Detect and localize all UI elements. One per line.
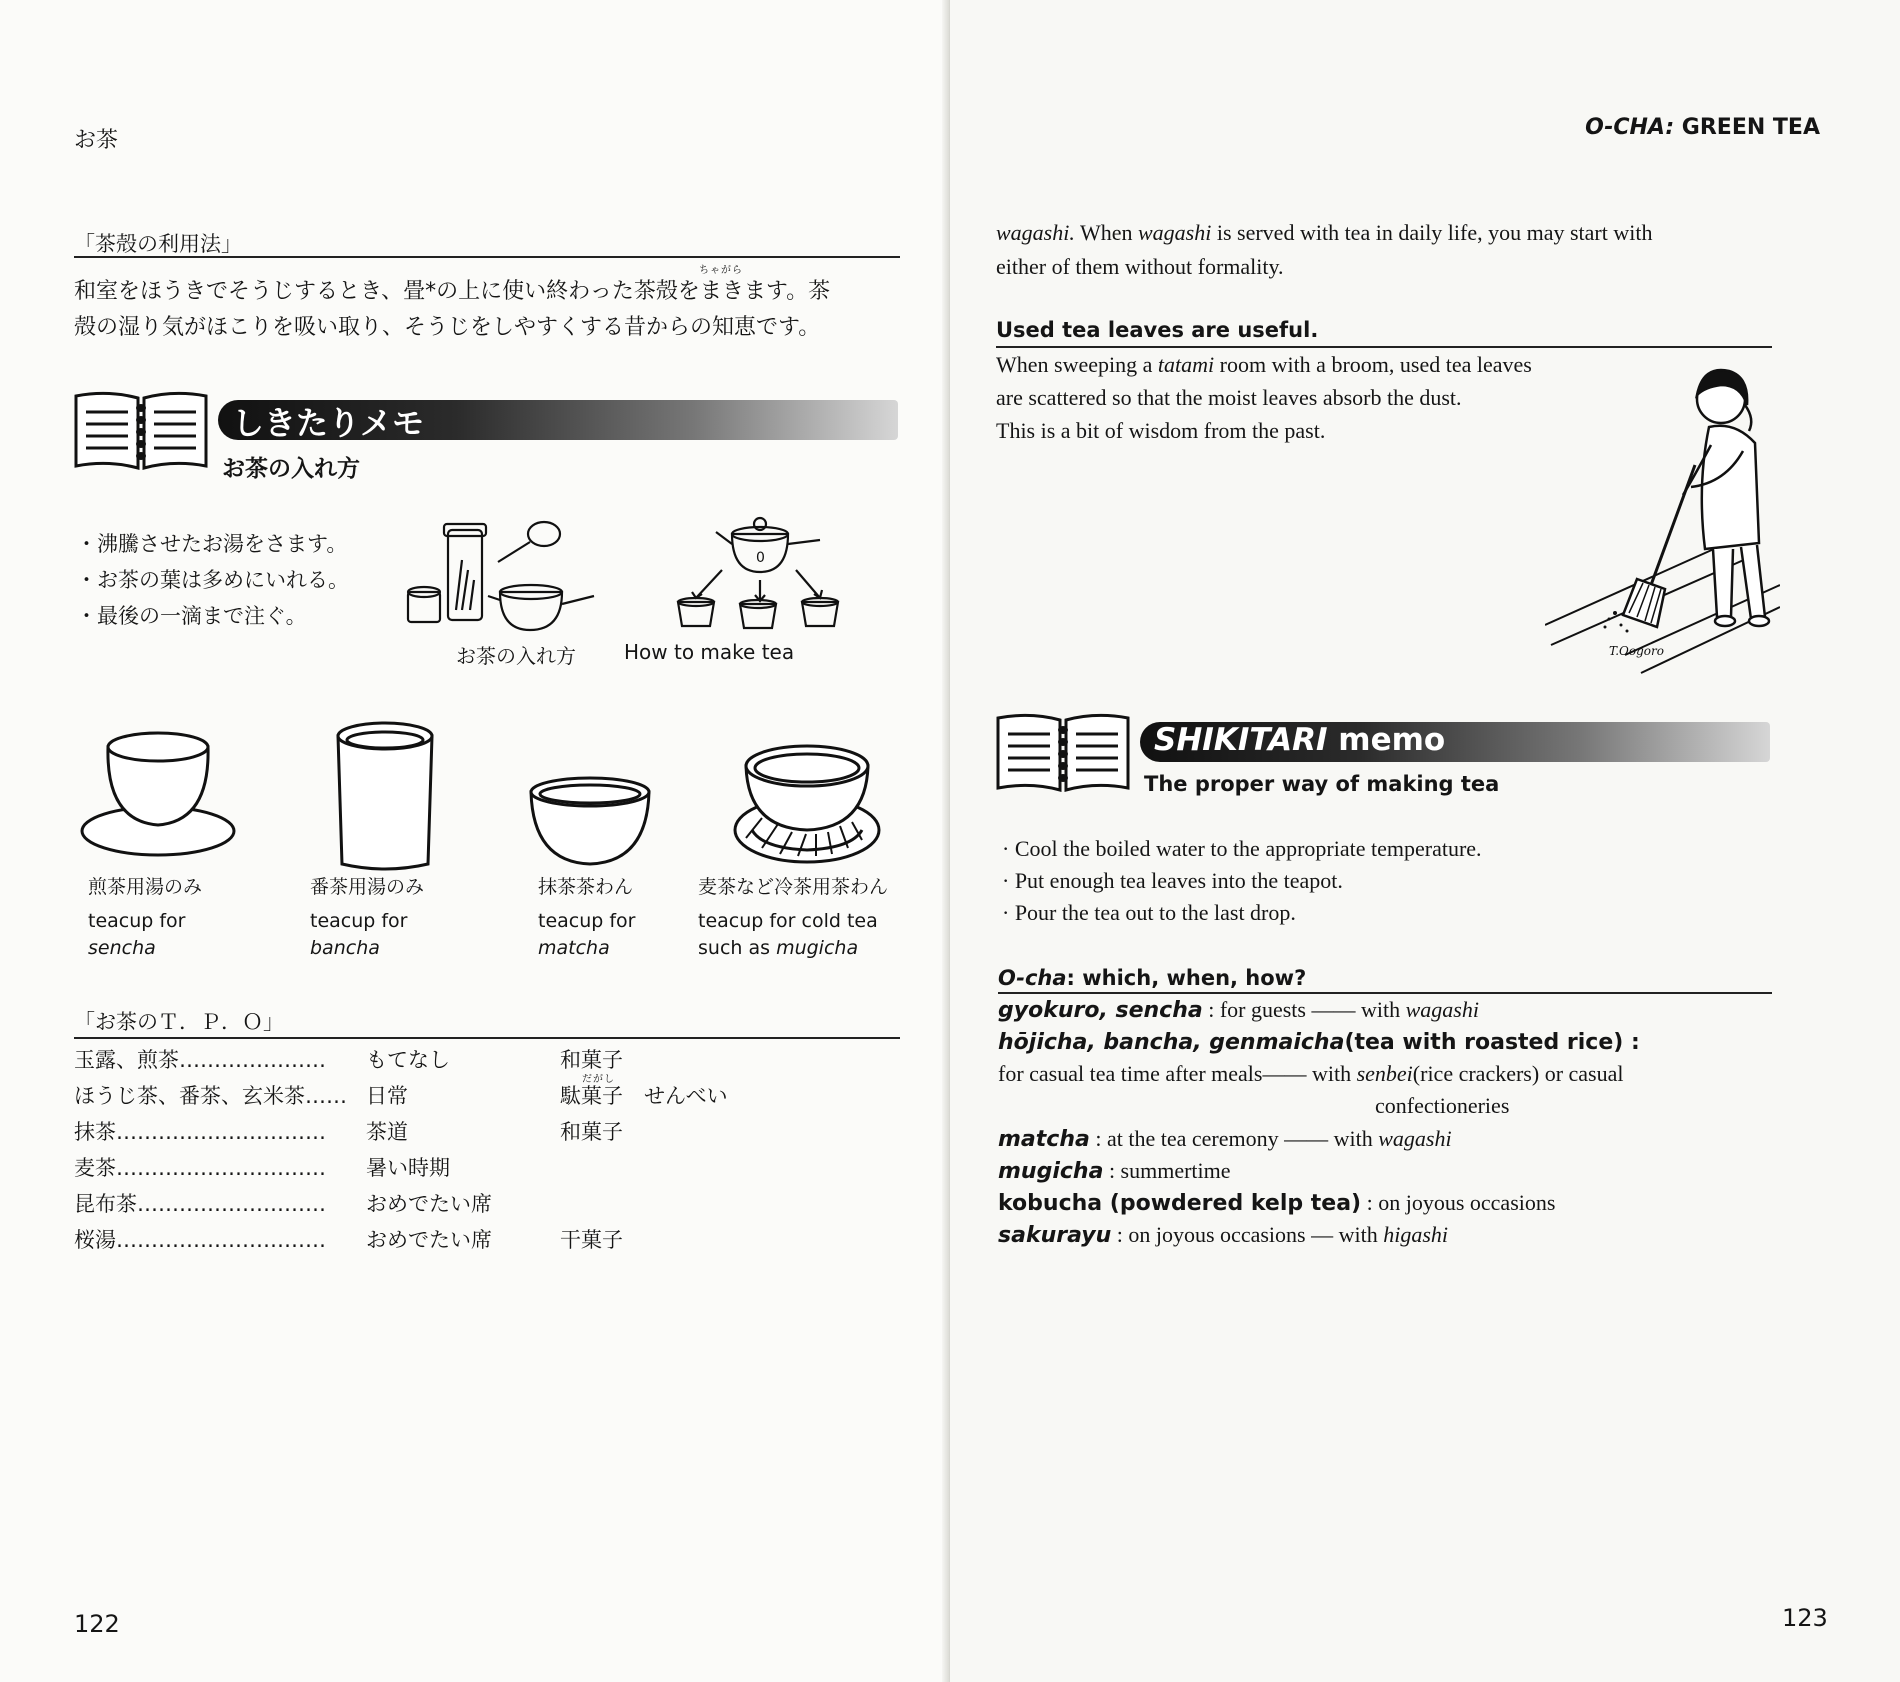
reuse-heading: 「茶殻の利用法」: [74, 232, 242, 256]
usage-text: : for guests ―― with: [1202, 997, 1406, 1022]
tea-note: (tea with roasted rice) :: [1344, 1030, 1640, 1055]
tea-making-illustration: [400, 500, 840, 635]
bullet-3: ・最後の一滴まで注ぐ。: [76, 604, 307, 628]
tpo-occasion: 茶道: [366, 1120, 408, 1144]
tea-name: matcha: [998, 1127, 1090, 1152]
banner-title-left: しきたりメモ: [232, 404, 425, 442]
tpo-heading-rule: [74, 1037, 900, 1039]
reuse-line-2: 殻の湿り気がほこりを吸い取り、そうじをしやすくする昔からの知恵です。: [74, 315, 821, 340]
sweeping-woman-illustration: [1545, 355, 1780, 675]
illus-caption-jp: お茶の入れ方: [456, 644, 576, 668]
bullet-en-3: · Pour the tea out to the last drop.: [1002, 900, 1296, 925]
tea-name: gyokuro, sencha: [998, 998, 1203, 1023]
usage-text: (rice crackers) or casual: [1412, 1061, 1624, 1086]
usage-text: : on joyous occasions ― with: [1111, 1222, 1384, 1247]
cup-4-en1: teacup for cold tea: [698, 910, 878, 932]
usage-row-5: [998, 1126, 1452, 1152]
wagashi-text: When: [1074, 220, 1138, 245]
tpo-sweet: 和菓子: [560, 1048, 623, 1072]
wagashi-line-1: [996, 220, 1653, 246]
tpo-ruby: だがし: [582, 1074, 615, 1085]
ocha-rest: : which, when, how?: [1066, 966, 1307, 990]
cup-1-en2: sencha: [88, 937, 156, 959]
cup-4-en2: [698, 935, 858, 962]
usage-text: : summertime: [1103, 1158, 1231, 1183]
tpo-sweet: 干菓子: [560, 1228, 623, 1252]
usage-text: : on joyous occasions: [1361, 1190, 1556, 1215]
tea-name: sakurayu: [998, 1223, 1112, 1248]
bullet-en-1: · Cool the boiled water to the appropriate temperature.: [1002, 836, 1482, 861]
tatami-word: tatami: [1157, 352, 1215, 377]
usage-row-2: [998, 1029, 1640, 1055]
bullet-2: ・お茶の葉は多めにいれる。: [76, 568, 349, 592]
used-leaves-heading: Used tea leaves are useful.: [996, 318, 1319, 342]
running-head-rest: GREEN TEA: [1674, 115, 1820, 140]
ocha-heading-rule: [998, 992, 1772, 994]
illus-caption-en: How to make tea: [624, 640, 795, 664]
tpo-tea: 玉露、煎茶…………………: [74, 1048, 326, 1072]
reuse-line-1: 和室をほうきでそうじするとき、畳*の上に使い終わった茶殻をまきます。茶: [74, 279, 831, 304]
cup-4-en2a: such as: [698, 937, 777, 959]
usage-text: for casual tea time after meals―― with: [998, 1061, 1357, 1086]
running-head-italic: O-CHA:: [1585, 115, 1675, 140]
tea-name: hōjicha, bancha, genmaicha: [998, 1030, 1345, 1055]
tpo-occasion: おめでたい席: [366, 1228, 492, 1252]
used-text: room with a broom, used tea leaves: [1214, 352, 1532, 377]
tpo-occasion: もてなし: [366, 1048, 450, 1072]
cup-2-jp: 番茶用湯のみ: [310, 876, 425, 898]
wagashi-word: wagashi.: [996, 220, 1075, 245]
matcha-bowl-illustration: [525, 770, 655, 870]
sweet-name: wagashi: [1378, 1126, 1452, 1151]
cup-3-en1: teacup for: [538, 910, 636, 932]
used-text: When sweeping a: [996, 352, 1158, 377]
cup-2-en2: bancha: [310, 937, 380, 959]
used-leaves-rule: [996, 346, 1772, 348]
cup-2-en1: teacup for: [310, 910, 408, 932]
cup-1-en1: teacup for: [88, 910, 186, 932]
reuse-ruby: ちゃがら: [699, 265, 743, 276]
used-line-2: are scattered so that the moist leaves absorb the dust.: [996, 385, 1462, 410]
cup-3-en2: matcha: [538, 937, 610, 959]
tpo-tea: ほうじ茶、番茶、玄米茶……: [74, 1084, 347, 1108]
svg-text:0: 0: [756, 550, 765, 566]
usage-row-1: [998, 997, 1479, 1023]
bancha-cup-illustration: [330, 718, 440, 878]
illustrator-signature: T.Oogoro: [1609, 644, 1664, 658]
bullet-en-2: · Put enough tea leaves into the teapot.: [1002, 868, 1343, 893]
tpo-tea: 昆布茶………………………: [74, 1192, 326, 1216]
tpo-sweet: 駄菓子 せんべい: [560, 1084, 728, 1108]
used-line-1: [996, 352, 1532, 378]
book-icon: [72, 390, 210, 472]
cup-4-en2b: mugicha: [776, 937, 859, 959]
usage-row-4: confectioneries: [1375, 1093, 1510, 1118]
cold-tea-bowl-illustration: [732, 738, 882, 868]
tpo-occasion: おめでたい席: [366, 1192, 492, 1216]
wagashi-text: is served with tea in daily life, you may start with: [1211, 220, 1653, 245]
cup-1-jp: 煎茶用湯のみ: [88, 876, 203, 898]
subtitle-right: The proper way of making tea: [1144, 772, 1500, 796]
usage-row-3: [998, 1061, 1623, 1087]
banner-title-right: [1154, 722, 1445, 758]
wagashi-line-2: either of them without formality.: [996, 254, 1284, 279]
running-head-left: お茶: [74, 128, 119, 153]
tea-name: kobucha (powdered kelp tea): [998, 1191, 1362, 1216]
subtitle-left: お茶の入れ方: [222, 456, 360, 482]
tpo-occasion: 日常: [366, 1084, 408, 1108]
ocha-heading: [998, 966, 1306, 990]
right-page: [950, 0, 1900, 1682]
tea-name: mugicha: [998, 1159, 1104, 1184]
used-line-3: This is a bit of wisdom from the past.: [996, 418, 1326, 443]
usage-text: : at the tea ceremony ―― with: [1089, 1126, 1379, 1151]
reuse-heading-rule: [74, 256, 900, 258]
usage-row-8: [998, 1222, 1448, 1248]
banner-italic: SHIKITARI: [1154, 722, 1328, 758]
banner-rest: memo: [1327, 722, 1446, 758]
page-number-right: 123: [1782, 1604, 1828, 1632]
sweet-name: higashi: [1383, 1222, 1448, 1247]
tpo-tea: 麦茶…………………………: [74, 1156, 326, 1180]
page-number-left: 122: [74, 1610, 120, 1638]
wagashi-word: wagashi: [1138, 220, 1212, 245]
tpo-tea: 抹茶…………………………: [74, 1120, 326, 1144]
cup-4-jp: 麦茶など冷茶用茶わん: [698, 876, 889, 898]
sweet-name: wagashi: [1405, 997, 1479, 1022]
tpo-heading: 「お茶のＴ．Ｐ．Ｏ」: [74, 1010, 284, 1034]
usage-row-6: [998, 1158, 1231, 1184]
tpo-tea: 桜湯…………………………: [74, 1228, 326, 1252]
sweet-name: senbei: [1356, 1061, 1413, 1086]
cup-3-jp: 抹茶茶わん: [538, 876, 634, 898]
bullet-1: ・沸騰させたお湯をさます。: [76, 532, 348, 556]
sencha-cup-illustration: [78, 725, 238, 860]
running-head-right: [1585, 115, 1820, 140]
ocha-italic: O-cha: [998, 966, 1067, 990]
book-icon: [994, 712, 1132, 794]
tpo-occasion: 暑い時期: [366, 1156, 450, 1180]
tpo-sweet: 和菓子: [560, 1120, 623, 1144]
usage-row-7: [998, 1190, 1555, 1216]
